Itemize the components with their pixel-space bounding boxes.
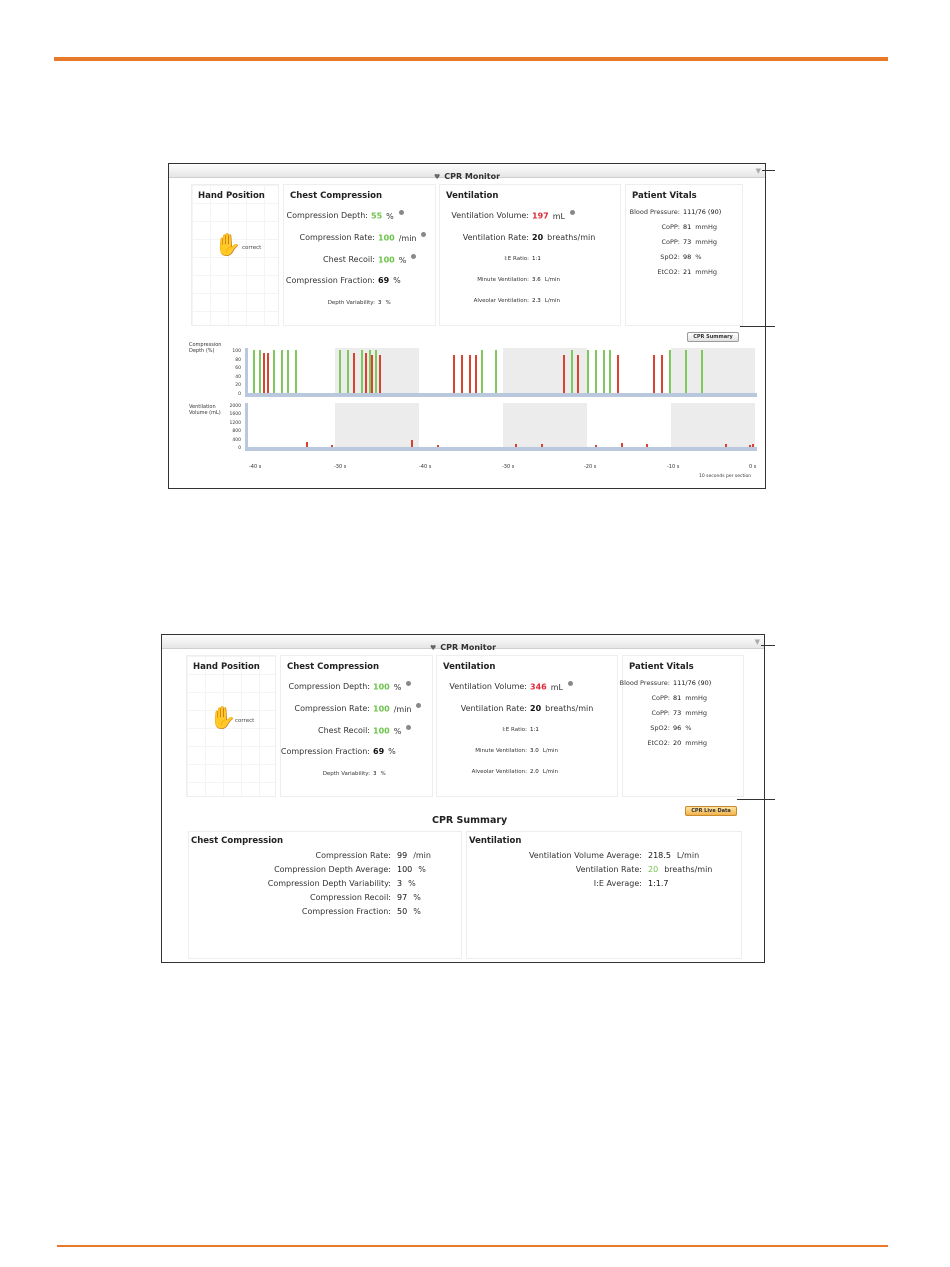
row-label: Compression Depth Variability: xyxy=(267,879,391,888)
row-label: Compression Recoil: xyxy=(309,893,391,902)
row-label: Compression Fraction: xyxy=(285,276,375,285)
ventilation-bar xyxy=(437,445,439,447)
blood-pressure-row xyxy=(619,677,712,689)
y-tick-label: 800 xyxy=(232,429,241,435)
summary-row xyxy=(301,905,421,919)
compression-bar xyxy=(259,350,261,393)
chest-compression-card xyxy=(283,184,436,326)
row-unit: /min xyxy=(393,704,412,714)
row-value: 96 xyxy=(673,724,682,732)
row-value: 100 xyxy=(373,682,390,692)
hand-position-card xyxy=(191,184,279,326)
row-label: Ventilation Volume: xyxy=(451,211,529,220)
vital-row xyxy=(660,251,702,263)
ventilation-bar xyxy=(595,445,597,447)
compression-bar xyxy=(475,355,477,393)
vital-row xyxy=(657,266,717,278)
row-value: 3 xyxy=(373,771,377,777)
row-label: I:E Ratio: xyxy=(504,256,529,262)
row-value: 21 xyxy=(683,268,692,276)
compression-rate-row xyxy=(294,703,421,715)
row-unit: % xyxy=(398,255,407,265)
depth-axis-label: Compression Depth (%) xyxy=(189,342,222,354)
row-label: CoPP: xyxy=(661,223,680,231)
time-section-shade xyxy=(335,403,419,447)
y-axis-line xyxy=(245,403,248,451)
card-title: Chest Compression xyxy=(287,662,380,672)
compression-rate-row xyxy=(299,232,426,244)
compression-bar xyxy=(577,355,579,393)
row-unit: % xyxy=(418,865,426,874)
time-section-shade xyxy=(503,403,587,447)
row-value: 81 xyxy=(683,223,692,231)
row-value: 3.6 xyxy=(532,277,541,283)
row-label: SpO2: xyxy=(650,724,670,732)
y-axis-line xyxy=(245,348,248,397)
compression-bar xyxy=(617,355,619,393)
chart-footnote: 10 seconds per section xyxy=(699,474,752,479)
row-label: Depth Variability: xyxy=(327,300,375,306)
row-value: 73 xyxy=(673,709,682,717)
row-label: Ventilation Rate: xyxy=(575,865,642,874)
y-tick-label: 400 xyxy=(232,437,241,443)
collapse-icon[interactable]: ▼ xyxy=(755,167,761,175)
row-label: Compression Fraction: xyxy=(301,907,391,916)
row-unit: mL xyxy=(550,682,563,692)
row-value: 97 xyxy=(397,893,408,902)
row-unit: % xyxy=(380,771,386,777)
row-label: CoPP: xyxy=(651,709,670,717)
vital-row xyxy=(650,722,692,734)
row-unit: mmHg xyxy=(695,268,717,276)
x-axis-baseline xyxy=(245,447,757,451)
row-value: 100 xyxy=(397,865,413,874)
row-unit: % xyxy=(393,726,402,736)
row-label: Ventilation Rate: xyxy=(460,704,527,713)
compression-bar xyxy=(701,350,703,393)
row-label: Depth Variability: xyxy=(322,771,370,777)
chest-compression-card xyxy=(280,655,433,797)
row-label: Chest Recoil: xyxy=(323,255,375,264)
x-axis-baseline xyxy=(245,393,757,397)
info-icon[interactable] xyxy=(406,681,411,686)
row-label: Compression Rate: xyxy=(299,233,375,242)
row-value: 346 xyxy=(530,682,547,692)
ventilation-card xyxy=(436,655,618,797)
row-label: Blood Pressure: xyxy=(619,679,670,687)
row-label: I:E Average: xyxy=(593,879,642,888)
row-label: EtCO2: xyxy=(657,268,680,276)
row-unit: % xyxy=(386,211,394,221)
collapse-icon[interactable]: ▼ xyxy=(754,638,760,646)
y-tick-label: 60 xyxy=(235,366,241,372)
compression-bar xyxy=(379,355,381,393)
row-value: 197 xyxy=(532,211,549,221)
summary-row xyxy=(315,849,431,863)
row-unit: % xyxy=(413,893,421,902)
row-value: 20 xyxy=(530,704,542,713)
summary-row xyxy=(593,877,669,891)
row-unit: /min xyxy=(413,851,431,860)
row-unit: % xyxy=(393,682,402,692)
row-unit: mL xyxy=(552,211,565,221)
y-tick-label: 100 xyxy=(232,349,241,354)
ventilation-bar xyxy=(541,444,543,447)
compression-depth-chart xyxy=(249,348,757,397)
row-unit: L/min xyxy=(542,769,559,775)
row-value: 20 xyxy=(532,233,544,242)
callout-line xyxy=(761,645,775,646)
summary-row xyxy=(309,891,421,905)
alveolar-ventilation-row xyxy=(473,295,561,307)
row-value: 50 xyxy=(397,907,408,916)
compression-fraction-row xyxy=(280,746,396,758)
row-unit: breaths/min xyxy=(547,233,596,242)
ventilation-bar xyxy=(411,440,413,447)
ventilation-rate-row xyxy=(460,703,594,715)
hand-position-card xyxy=(186,655,276,797)
info-icon[interactable] xyxy=(399,210,404,215)
ventilation-rate-row xyxy=(462,232,596,244)
time-section-shade xyxy=(671,348,755,393)
top-accent-rule xyxy=(54,57,888,61)
row-unit: L/min xyxy=(544,298,561,304)
minute-ventilation-row xyxy=(475,745,559,757)
bottom-accent-rule xyxy=(57,1245,888,1247)
depth-variability-row xyxy=(327,297,391,309)
depth-variability-row xyxy=(322,768,386,780)
row-unit: mmHg xyxy=(685,709,707,717)
vital-row xyxy=(661,221,717,233)
y-tick-label: 80 xyxy=(235,357,241,363)
compression-bar xyxy=(287,350,289,393)
cpr-monitor-panel-summary xyxy=(161,634,765,963)
x-tick-label: -40 s xyxy=(419,464,432,470)
ventilation-bar xyxy=(749,445,751,447)
compression-bar xyxy=(361,350,363,393)
compression-bar xyxy=(453,355,455,393)
row-value: 111/76 (90) xyxy=(683,208,722,216)
row-unit: mmHg xyxy=(685,739,707,747)
row-value: 2.3 xyxy=(532,298,541,304)
row-label: Minute Ventilation: xyxy=(475,748,527,754)
compression-bar xyxy=(469,355,471,393)
summary-title: CPR Summary xyxy=(432,815,508,826)
row-value: 69 xyxy=(378,276,390,285)
row-label: Compression Rate: xyxy=(315,851,391,860)
row-label: SpO2: xyxy=(660,253,680,261)
row-label: Compression Depth Average: xyxy=(274,865,391,874)
row-unit: /min xyxy=(398,233,417,243)
card-title: Patient Vitals xyxy=(629,662,694,672)
row-unit: mmHg xyxy=(685,694,707,702)
row-value: 218.5 xyxy=(648,851,671,860)
cpr-summary-button[interactable]: CPR Summary xyxy=(687,332,739,342)
row-value: 3 xyxy=(397,879,403,888)
row-unit: mmHg xyxy=(695,223,717,231)
ventilation-bar xyxy=(306,442,308,447)
compression-bar xyxy=(365,353,367,394)
row-label: Compression Depth: xyxy=(288,682,370,691)
compression-bar xyxy=(653,355,655,393)
compression-bar xyxy=(339,350,341,393)
compression-bar xyxy=(685,350,687,393)
row-label: Alveolar Ventilation: xyxy=(473,298,529,304)
x-tick-label: -30 s xyxy=(334,464,347,470)
panel-header[interactable] xyxy=(169,164,765,181)
blood-pressure-row xyxy=(629,206,722,218)
row-unit: % xyxy=(685,724,692,732)
compression-bar xyxy=(587,350,589,393)
compression-depth-row xyxy=(288,681,411,693)
row-value: 1:1 xyxy=(530,727,539,733)
row-label: Compression Rate: xyxy=(294,704,370,713)
row-label: Compression Depth: xyxy=(286,211,368,220)
row-value: 98 xyxy=(683,253,692,261)
row-label: CoPP: xyxy=(651,694,670,702)
callout-line xyxy=(762,170,775,171)
info-icon[interactable] xyxy=(411,254,416,259)
info-icon[interactable] xyxy=(570,210,575,215)
ventilation-volume-row xyxy=(451,210,575,222)
card-title: Hand Position xyxy=(193,662,260,672)
row-value: 100 xyxy=(373,704,390,714)
compression-bar xyxy=(495,350,497,393)
row-value: 20 xyxy=(673,739,682,747)
x-tick-label: -20 s xyxy=(584,464,597,470)
compression-fraction-row xyxy=(285,275,401,287)
compression-bar xyxy=(603,350,605,393)
row-label: CoPP: xyxy=(661,238,680,246)
row-label: Compression Fraction: xyxy=(280,747,370,756)
volume-axis-label: Ventilation Volume (mL) xyxy=(189,404,221,416)
vital-row xyxy=(651,692,707,704)
info-icon[interactable] xyxy=(421,232,426,237)
x-tick-label: -30 s xyxy=(502,464,515,470)
card-title: Chest Compression xyxy=(191,836,284,846)
compression-depth-row xyxy=(286,210,404,222)
compression-bar xyxy=(571,350,573,393)
y-tick-label: 2000 xyxy=(229,404,241,409)
hand-icon: ✋ xyxy=(214,233,242,258)
time-section-shade xyxy=(671,403,755,447)
summary-chest-compression-card xyxy=(188,831,462,959)
y-tick-label: 1600 xyxy=(229,412,241,418)
row-label: Minute Ventilation: xyxy=(477,277,529,283)
card-title: Ventilation xyxy=(443,662,496,672)
vital-row xyxy=(647,737,707,749)
patient-vitals-card xyxy=(625,184,743,326)
compression-bar xyxy=(563,355,565,393)
panel-header[interactable] xyxy=(162,635,764,652)
row-label: Ventilation Volume: xyxy=(449,682,527,691)
chest-recoil-row xyxy=(318,725,411,737)
row-value: 69 xyxy=(373,747,385,756)
row-value: 2.0 xyxy=(530,769,539,775)
y-tick-label: 0 xyxy=(238,446,241,451)
row-unit: breaths/min xyxy=(664,865,713,874)
row-value: 1:1.7 xyxy=(648,879,669,888)
cpr-monitor-panel-live xyxy=(168,163,766,489)
row-unit: % xyxy=(388,747,396,756)
x-tick-label: 0 s xyxy=(749,464,757,470)
ventilation-bar xyxy=(621,443,623,447)
compression-bar xyxy=(609,350,611,393)
y-tick-label: 1200 xyxy=(229,420,241,426)
heart-icon: ♥ xyxy=(429,644,437,652)
summary-row xyxy=(575,863,713,877)
compression-bar xyxy=(371,355,373,393)
y-tick-label: 0 xyxy=(238,392,241,397)
row-label: EtCO2: xyxy=(647,739,670,747)
hand-status: correct xyxy=(235,718,255,724)
row-label: Ventilation Volume Average: xyxy=(528,851,642,860)
compression-bar xyxy=(375,350,377,393)
row-label: Ventilation Rate: xyxy=(462,233,529,242)
compression-bar xyxy=(267,353,269,394)
vital-row xyxy=(651,707,707,719)
panel-title: CPR Monitor xyxy=(440,643,497,652)
ventilation-bar xyxy=(331,445,333,447)
y-tick-label: 20 xyxy=(235,383,241,389)
callout-line xyxy=(740,326,775,327)
row-value: 81 xyxy=(673,694,682,702)
row-label: Alveolar Ventilation: xyxy=(471,769,527,775)
vital-row xyxy=(661,236,717,248)
card-title: Ventilation xyxy=(469,836,522,846)
row-value: 100 xyxy=(378,233,395,243)
compression-bar xyxy=(661,355,663,393)
compression-bar xyxy=(353,353,355,394)
compression-bar xyxy=(263,353,265,394)
row-unit: % xyxy=(413,907,421,916)
row-unit: mmHg xyxy=(695,238,717,246)
ventilation-volume-row xyxy=(449,681,573,693)
ventilation-volume-chart xyxy=(249,403,757,451)
heart-icon: ♥ xyxy=(433,173,441,181)
row-unit: breaths/min xyxy=(545,704,594,713)
minute-ventilation-row xyxy=(477,274,561,286)
card-title: Patient Vitals xyxy=(632,191,697,201)
ventilation-bar xyxy=(515,444,517,447)
summary-row xyxy=(528,849,700,863)
y-tick-label: 40 xyxy=(235,374,241,380)
x-tick-label: -10 s xyxy=(667,464,680,470)
row-value: 111/76 (90) xyxy=(673,679,712,687)
compression-bar xyxy=(253,350,255,393)
alveolar-ventilation-row xyxy=(471,766,559,778)
ie-ratio-row xyxy=(504,253,541,265)
compression-bar xyxy=(595,350,597,393)
time-section-shade xyxy=(503,348,587,393)
patient-vitals-card xyxy=(619,655,744,797)
row-value: 1:1 xyxy=(532,256,541,262)
callout-line xyxy=(737,799,775,800)
row-value: 55 xyxy=(371,211,383,221)
ventilation-bar xyxy=(725,444,727,447)
row-unit: L/min xyxy=(676,851,700,860)
info-icon[interactable] xyxy=(416,703,421,708)
x-tick-label: -40 s xyxy=(249,464,262,470)
panel-title: CPR Monitor xyxy=(444,172,501,181)
row-value: 3.0 xyxy=(530,748,539,754)
row-label: Blood Pressure: xyxy=(629,208,680,216)
row-value: 3 xyxy=(378,300,382,306)
row-unit: L/min xyxy=(544,277,561,283)
info-icon[interactable] xyxy=(568,681,573,686)
compression-bar xyxy=(461,355,463,393)
row-unit: % xyxy=(393,276,401,285)
card-title: Hand Position xyxy=(198,191,265,201)
summary-row xyxy=(274,863,426,877)
cpr-live-data-button[interactable]: CPR Live Data xyxy=(685,806,737,816)
compression-bar xyxy=(347,350,349,393)
row-value: 100 xyxy=(373,726,390,736)
card-title: Chest Compression xyxy=(290,191,383,201)
compression-bar xyxy=(669,350,671,393)
compression-bar xyxy=(273,350,275,393)
row-label: I:E Ratio: xyxy=(502,727,527,733)
row-unit: % xyxy=(385,300,391,306)
compression-bar xyxy=(481,350,483,393)
ventilation-bar xyxy=(752,444,754,447)
row-value: 100 xyxy=(378,255,395,265)
hand-status: correct xyxy=(242,245,262,251)
row-value: 20 xyxy=(648,865,659,874)
ventilation-card xyxy=(439,184,621,326)
row-unit: % xyxy=(408,879,416,888)
chest-recoil-row xyxy=(323,254,416,266)
row-value: 73 xyxy=(683,238,692,246)
row-unit: % xyxy=(695,253,702,261)
row-value: 99 xyxy=(397,851,408,860)
summary-row xyxy=(267,877,416,891)
compression-bar xyxy=(295,350,297,393)
summary-ventilation-card xyxy=(466,831,742,959)
card-title: Ventilation xyxy=(446,191,499,201)
ventilation-bar xyxy=(646,444,648,447)
row-label: Chest Recoil: xyxy=(318,726,370,735)
compression-bar xyxy=(281,350,283,393)
hand-icon: ✋ xyxy=(209,706,237,731)
row-unit: L/min xyxy=(542,748,559,754)
info-icon[interactable] xyxy=(406,725,411,730)
ie-ratio-row xyxy=(502,724,539,736)
